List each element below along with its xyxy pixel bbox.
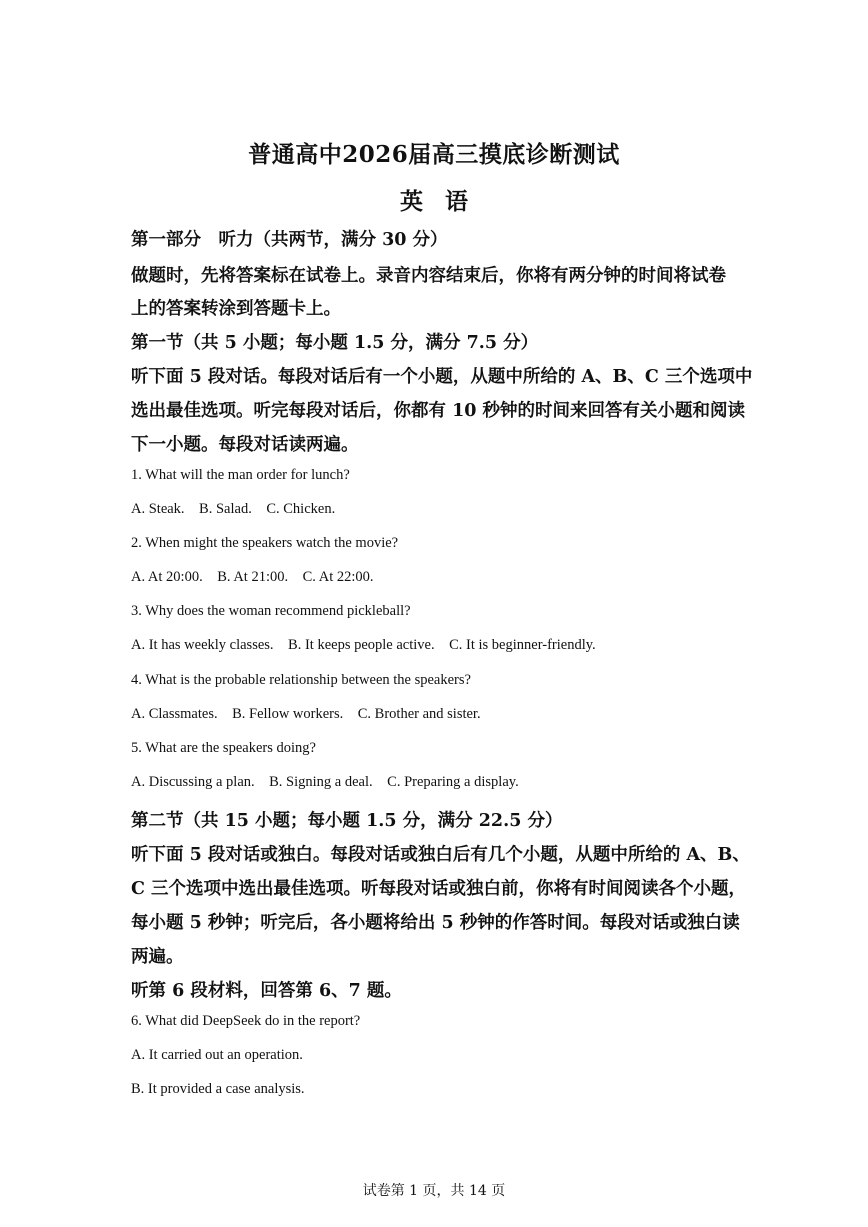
- exam-title: 普通高中2026届高三摸底诊断测试: [248, 141, 620, 168]
- part1-heading: 第一部分 听力（共两节，满分 30 分）: [131, 230, 448, 250]
- section2-directions-3: 每小题 5 秒钟；听完后，各小题将给出 5 秒钟的作答时间。每段对话或独白读: [131, 913, 740, 933]
- section1-directions-1: 听下面 5 段对话。每段对话后有一个小题，从题中所给的 A、B、C 三个选项中: [131, 367, 753, 387]
- question-2: 2. When might the speakers watch the movie?: [131, 535, 399, 551]
- section1-directions-3: 下一小题。每段对话读两遍。: [131, 435, 359, 455]
- question-1-options: A. Steak. B. Salad. C. Chicken.: [131, 501, 336, 517]
- question-6: 6. What did DeepSeek do in the report?: [131, 1013, 361, 1029]
- section2-heading: 第二节（共 15 小题；每小题 1.5 分，满分 22.5 分）: [131, 811, 563, 831]
- question-4: 4. What is the probable relationship between the speakers?: [131, 672, 471, 688]
- question-5-options: A. Discussing a plan. B. Signing a deal. C. Preparing a display.: [131, 774, 519, 790]
- section2-directions-2: C 三个选项中选出最佳选项。听每段对话或独白前，你将有时间阅读各个小题，: [131, 879, 747, 899]
- section2-directions-4: 两遍。: [131, 947, 184, 967]
- exam-subject: 英语: [400, 188, 490, 215]
- question-1: 1. What will the man order for lunch?: [131, 467, 350, 483]
- question-3-options: A. It has weekly classes. B. It keeps people active. C. It is beginner-friendly.: [131, 637, 596, 653]
- section1-heading: 第一节（共 5 小题；每小题 1.5 分，满分 7.5 分）: [131, 333, 539, 353]
- instruction-line-2: 上的答案转涂到答题卡上。: [131, 299, 341, 319]
- question-3: 3. Why does the woman recommend pickleball?: [131, 603, 411, 619]
- page-footer: 试卷第 1 页，共 14 页: [362, 1183, 506, 1199]
- question-6-option-a: A. It carried out an operation.: [131, 1047, 303, 1063]
- question-2-options: A. At 20:00. B. At 21:00. C. At 22:00.: [131, 569, 374, 585]
- material-6-heading: 听第 6 段材料，回答第 6、7 题。: [131, 981, 402, 1001]
- section2-directions-1: 听下面 5 段对话或独白。每段对话或独白后有几个小题，从题中所给的 A、B、: [131, 845, 750, 865]
- section1-directions-2: 选出最佳选项。听完每段对话后，你都有 10 秒钟的时间来回答有关小题和阅读: [131, 401, 746, 421]
- instruction-line-1: 做题时，先将答案标在试卷上。录音内容结束后，你将有两分钟的时间将试卷: [131, 266, 726, 286]
- question-5: 5. What are the speakers doing?: [131, 740, 316, 756]
- question-4-options: A. Classmates. B. Fellow workers. C. Brother and sister.: [131, 706, 481, 722]
- question-6-option-b: B. It provided a case analysis.: [131, 1081, 305, 1097]
